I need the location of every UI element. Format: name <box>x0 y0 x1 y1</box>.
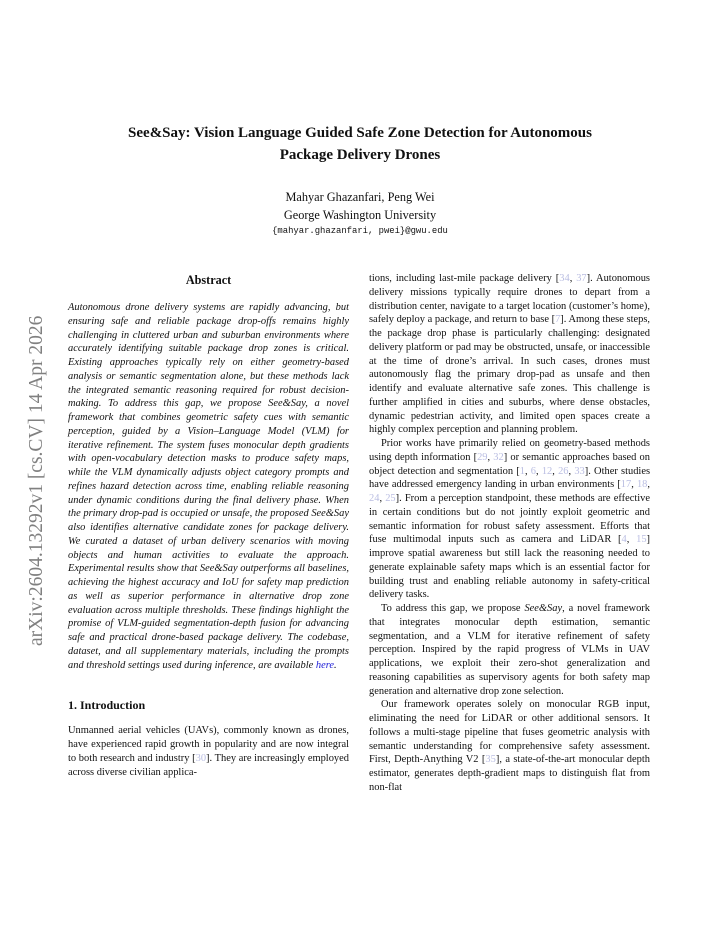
citation-link[interactable]: 7 <box>555 314 561 326</box>
p3-text-a: To address this gap, we propose <box>381 603 525 614</box>
right-column <box>369 272 650 795</box>
citation-link[interactable]: 6 <box>530 465 537 477</box>
citation-link[interactable]: 12 <box>541 465 553 477</box>
citation-separator: , <box>536 465 542 477</box>
author-block <box>70 188 650 238</box>
citation-link[interactable]: 24 <box>369 493 380 504</box>
p2-text-b: ] or semantic approaches based on object detection and segmentation [ <box>369 451 650 477</box>
affiliation: George Washington University <box>283 208 437 222</box>
paper-title <box>70 122 650 166</box>
citation-link[interactable]: 18 <box>636 479 648 491</box>
citation-separator: , <box>487 451 494 463</box>
citation-link[interactable]: 26 <box>558 465 569 477</box>
framework-name: See&Say <box>524 603 563 614</box>
p1-text-c: ]. Among these steps, the package drop phase is particularly challenging: designated delivery platform or pad may be obstructed, unsafe, or inaccessible at the time of drone’s arrival. In such cases, drones must autonomously flag the primary drop-pad as unsafe and then identify and evaluate alternative safe zones. This challenge is further amplified in cities and suburbs, where dense obstacles, dynamic pedestrian activity, and limited open spaces create a highly complex perception and planning problem. <box>369 314 650 436</box>
abstract-period: . <box>334 659 337 671</box>
citation-link[interactable]: 37 <box>576 273 587 284</box>
p1-text-a: tions, including last-mile package delivery [ <box>369 273 560 284</box>
citation-separator: , <box>647 479 650 491</box>
intro-heading: 1. Introduction <box>68 698 146 713</box>
intro-text-a: Unmanned aerial vehicles (UAVs), commonly known as drones, have experienced rapid growth in popularity and are now integral to both research and industry [ <box>68 725 349 764</box>
citation-link[interactable]: 15 <box>636 534 647 546</box>
intro-text-b: ]. They are increasingly employed across diverse civilian applica- <box>68 752 349 778</box>
abstract-text: Autonomous drone delivery systems are rapidly advancing, but ensuring safe and reliable package drop-offs remains highly challenging in cluttered urban and suburban environments where accurately identifying suitable package drop zones is critical. Existing approaches typically rely on either geometry-based analysis or semantic segmentation alone, but these methods lack the integrated semantic reasoning required for robust decision-making. To address this gap, we propose See&Say, a novel framework that combines geometric safety cues with semantic perception, guided by a Vision–Language Model (VLM) for iterative refinement. The system fuses monocular depth gradients with open-vocabulary detection masks to produce safety maps, while the VLM dynamically adjusts object category prompts and refines hazard detection across time, enabling reliable reasoning under dynamic conditions during the final delivery phase. When the primary drop-pad is occupied or unsafe, the proposed See&Say also identifies alternative candidate zones for package delivery. We curated a dataset of urban delivery scenarios with moving objects and human activities to evaluate the approach. Experimental results show that See&Say outperforms all baselines, achieving the highest accuracy and IoU for safety map prediction as well as superior performance in alternative drop zone evaluation across multiple thresholds. These findings highlight the promise of VLM-guided segmentation-depth fusion for advancing safe and practical drone-based package delivery. The codebase, dataset, and all supplementary materials, including the prompts and threshold settings used during inference, are available <box>68 302 349 671</box>
abstract-link[interactable]: here <box>315 659 335 671</box>
p2-text-c: ]. Other studies have addressed emergency landing in urban environments [ <box>369 465 651 491</box>
p2-text-e: ] improve spatial awareness but still lack the reasoning needed to generate explainable safety maps which is an essential factor for building trust and enabling reliable autonomy in safety-critical delivery tasks. <box>369 534 651 601</box>
arxiv-identifier <box>14 258 48 648</box>
p4-text-a: Our framework operates solely on monocular RGB input, eliminating the need for LiDAR or other additional sensors. It follows a multi-stage pipeline that fuses geometric analysis with semantic understanding for comprehensive safety assessment. First, Depth-Anything V2 [ <box>369 699 650 766</box>
citation-link[interactable]: 29 <box>477 451 488 463</box>
p4-text-b: ], a state-of-the-art monocular depth estimator, generates depth-gradient maps to distinguish flat from non-flat <box>369 754 650 793</box>
body-paragraph-3 <box>369 602 650 698</box>
citation-link[interactable]: 34 <box>559 273 570 284</box>
citation-separator: , <box>379 493 386 504</box>
body-paragraph-4 <box>369 698 650 794</box>
citation-separator: , <box>569 273 577 284</box>
intro-paragraph <box>68 724 349 779</box>
citation-link[interactable]: 35 <box>485 754 496 766</box>
p3-text-b: , a novel framework that integrates monocular depth estimation, semantic segmentation, and a VLM for iterative refinement of safety perception. Inspired by the rapid progress of VLMs in UAV applications, we exploit their zero-shot generalization and reasoning capabilities as supervisory agents for both safety map generation and alternative drop zone selection. <box>369 603 650 697</box>
arxiv-identifier-text: arXiv:2604.13292v1 [cs.CV] 14 Apr 2026 <box>26 315 47 646</box>
p2-text-a: Prior works have primarily relied on geometry-based methods using depth information [ <box>369 438 650 463</box>
abstract-heading: Abstract <box>185 273 232 287</box>
citation-link[interactable]: 32 <box>493 451 504 463</box>
author-email: {mahyar.ghazanfari, pwei}@gwu.edu <box>272 226 448 236</box>
citation-separator: , <box>568 465 575 477</box>
title-line-2: Package Delivery Drones <box>279 147 441 163</box>
citation-link[interactable]: 33 <box>574 465 585 477</box>
citation-separator: , <box>626 534 637 546</box>
author-names: Mahyar Ghazanfari, Peng Wei <box>285 190 435 204</box>
p2-text-d: ]. From a perception standpoint, these methods are effective in certain conditions but do not jointly exploit geometric and semantic information for robust safety assessment. Efforts that fuse multimodal inputs such as camera and LiDAR [ <box>369 493 651 546</box>
citation-separator: , <box>631 479 637 491</box>
title-line-1: See&Say: Vision Language Guided Safe Zone Detection for Autonomous <box>128 125 592 141</box>
abstract-body <box>68 301 349 672</box>
citation-link[interactable]: 30 <box>195 752 207 764</box>
p1-text-b: ]. Autonomous delivery missions typically require drones to depart from a distribution center, navigate to a target location (customer’s home), safely deploy a package, and return to base [ <box>369 273 650 326</box>
citation-separator: , <box>552 465 559 477</box>
left-column <box>68 272 349 779</box>
citation-link[interactable]: 1 <box>519 465 525 477</box>
citation-link[interactable]: 25 <box>385 493 396 504</box>
citation-link[interactable]: 17 <box>620 479 632 491</box>
body-paragraph-2 <box>369 437 650 602</box>
citation-separator: , <box>524 465 531 477</box>
citation-link[interactable]: 4 <box>621 534 627 546</box>
body-paragraph-1 <box>369 272 650 437</box>
